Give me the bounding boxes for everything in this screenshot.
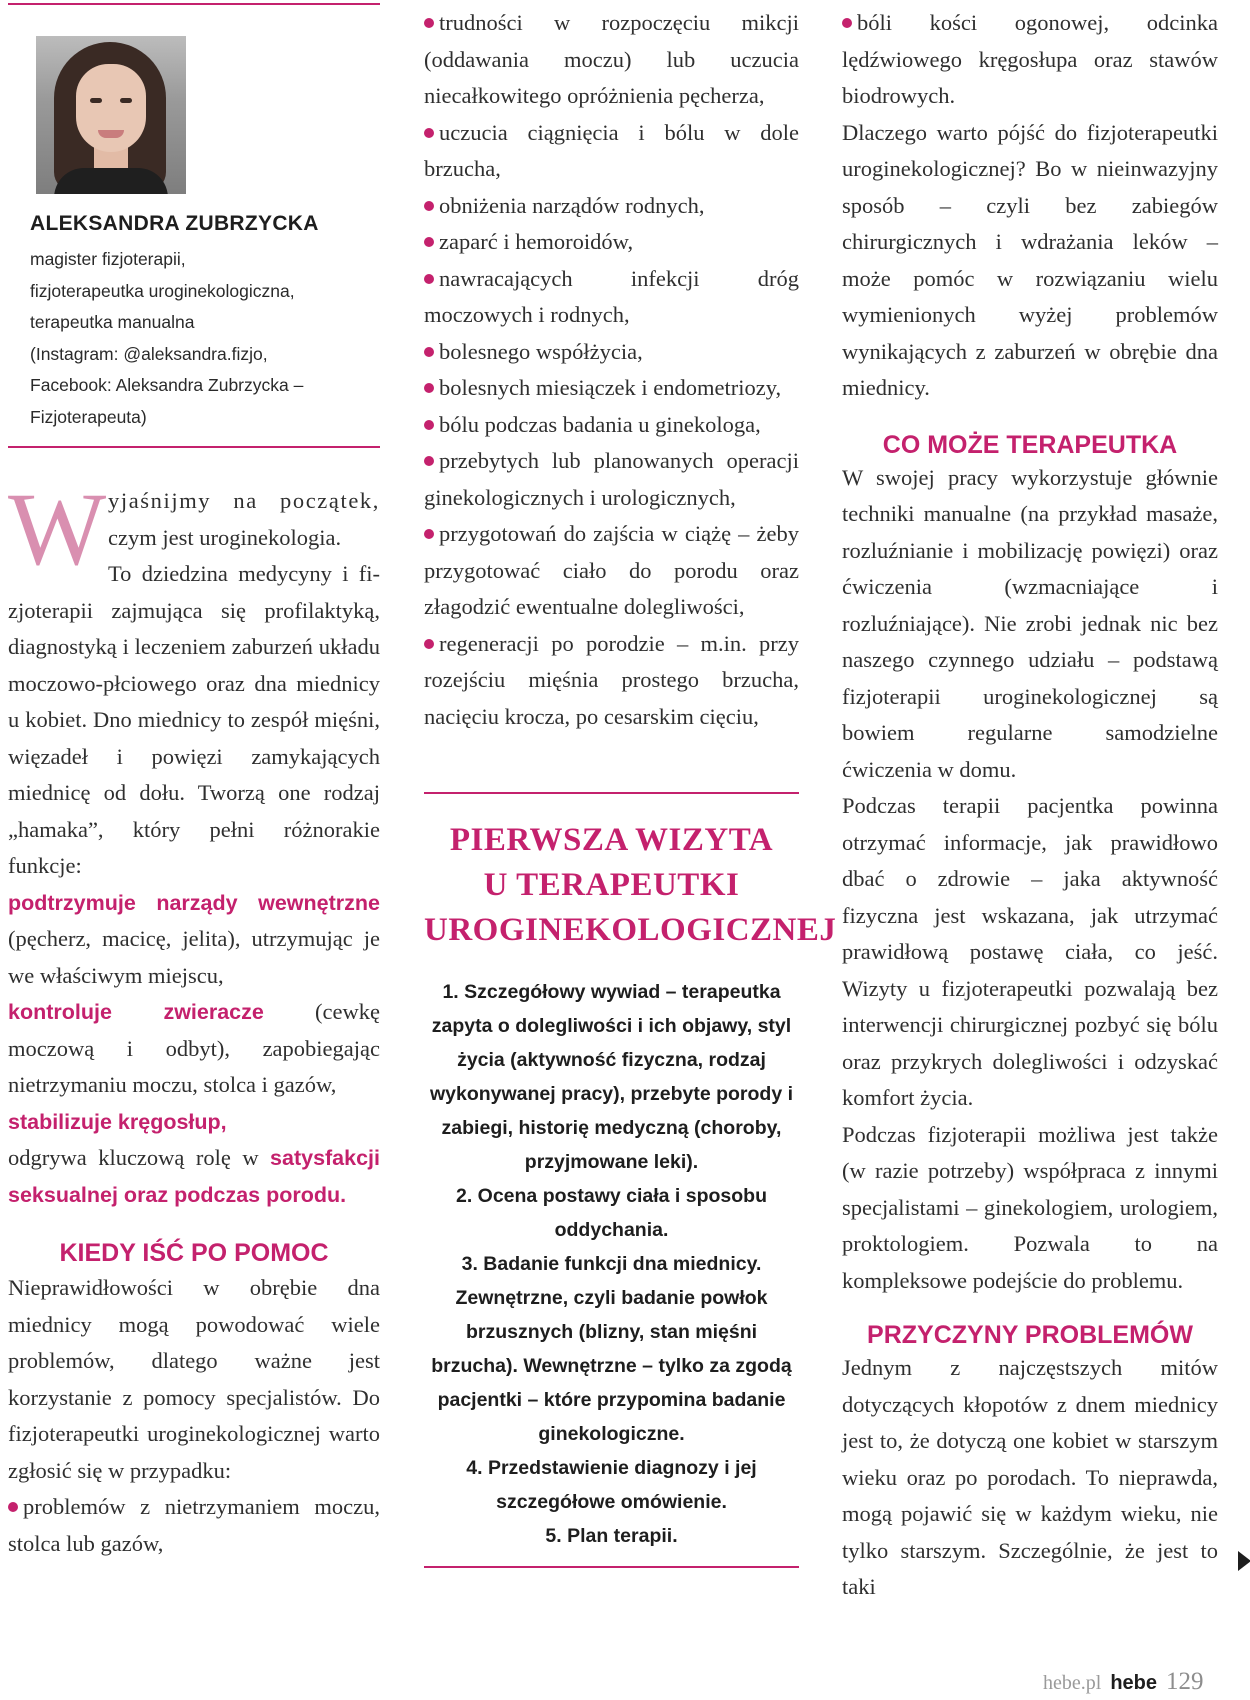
heading-wizyta-1: PIERWSZA WIZYTA bbox=[449, 822, 774, 858]
bullet-item: przebytych lub planowanych operacji ginekologicznych i urologicznych, bbox=[424, 443, 799, 516]
author-photo bbox=[36, 36, 186, 194]
function-1-text: (pęcherz, macicę, jelita), utrzymując je we właściwym miejscu, bbox=[8, 926, 380, 988]
kiedy-text: Nieprawidłowości w obrębie dna miednicy mogą powodować wiele problemów, dlatego ważne jest korzystanie z pomocy specjalistów. Do fizjoterapeutki uroginekologicznej warto zgłosić się w przypadku: bbox=[8, 1275, 380, 1483]
first-visit-box bbox=[424, 818, 837, 1553]
bullet-item: trudności w rozpoczęciu mikcji (oddawania moczu) lub uczucia niecałkowitego opróżnienia pęcherza, bbox=[424, 5, 799, 115]
author-bio-line: fizjoterapeutka uroginekologiczna, bbox=[30, 280, 295, 301]
bullet-item: bolesnych miesiączek i endometriozy, bbox=[424, 370, 799, 407]
heading-wizyta-3: UROGINEKOLOGICZNEJ bbox=[424, 912, 837, 948]
heading-co-moze: CO MOŻE TERAPEUTKA bbox=[882, 430, 1178, 459]
symptom-list bbox=[424, 5, 799, 735]
top-rule bbox=[8, 3, 380, 5]
function-3 bbox=[8, 1104, 380, 1141]
intro-line-1: yjaśnijmy na początek, bbox=[108, 488, 380, 513]
author-bio-line: Facebook: Aleksandra Zubrzycka – bbox=[30, 375, 304, 395]
drop-cap: W bbox=[8, 472, 107, 587]
bullet-item: uczucia ciągnięcia i bólu w dole brzucha, bbox=[424, 115, 799, 188]
intro-line-2: czym jest uroginekologia. bbox=[108, 524, 342, 550]
function-2-text: (cewkę moczową i odbyt), zapobiegając nietrzymaniu moczu, stolca i gazów, bbox=[8, 999, 380, 1097]
function-1 bbox=[8, 885, 380, 995]
heading-przyczyny: PRZYCZYNY PROBLEMÓW bbox=[867, 1321, 1193, 1349]
bullet-item: nawracających infekcji dróg moczowych i rodnych, bbox=[424, 261, 799, 334]
visit-step: 3. Badanie funkcji dna miednicy. Zewnętrzne, czyli badanie powłok brzusznych (blizny, stan mięśni brzucha). Wewnętrzne – tylko za zgodą pacjentki – które przypomina badanie ginekologiczne. bbox=[431, 1253, 792, 1445]
footer-site: hebe.pl bbox=[1043, 1672, 1102, 1694]
bullet-item: obniżenia narządów rodnych, bbox=[424, 188, 799, 225]
visit-step: 2. Ocena postawy ciała i sposobu oddychania. bbox=[455, 1185, 768, 1241]
function-4 bbox=[8, 1140, 380, 1213]
bullet-item: zaparć i hemoroidów, bbox=[424, 224, 799, 261]
function-1-bold: podtrzymuje narządy wewnętrzne bbox=[8, 890, 380, 915]
box-rule-bottom bbox=[424, 1566, 799, 1568]
visit-step: 1. Szczegółowy wywiad – terapeutka zapyta o dolegliwości i ich objawy, styl życia (aktywność fizyczna, rodzaj wykonywanej pracy), przebyte porody i zabiegi, historię medyczną (choroby, przyjmowane leki). bbox=[429, 981, 794, 1173]
right-content bbox=[842, 5, 1218, 1606]
visit-step: 4. Przedstawienie diagnozy i jej szczegółowe omówienie. bbox=[466, 1457, 757, 1513]
bullet-item: bólu podczas badania u ginekologa, bbox=[424, 407, 799, 444]
intro-body: zjoterapii zajmująca się profilaktyką, diagnostyką i leczeniem zaburzeń układu moczowo-płciowego oraz dna miednicy u kobiet. Dno miednicy to zespół mięśni, więzadeł i powięzi zamykających miednicę od dołu. Tworzą one rodzaj „hamaka”, który pełni różnorakie funkcje: bbox=[8, 597, 380, 878]
bullet-item: bolesnego współżycia, bbox=[424, 334, 799, 371]
function-4-text: odgrywa kluczową rolę w bbox=[8, 1145, 259, 1170]
function-2-bold: kontroluje zwieracze bbox=[8, 1000, 264, 1024]
intro-section bbox=[8, 483, 380, 1562]
heading-kiedy: KIEDY IŚĆ PO POMOC bbox=[59, 1239, 329, 1267]
bullet-item: problemów z nietrzymaniem moczu, stolca lub gazów, bbox=[8, 1489, 380, 1562]
page-footer bbox=[1043, 1668, 1204, 1696]
author-bio-line: terapeutka manualna bbox=[30, 312, 195, 332]
why-paragraph: Dlaczego warto pójść do fizjoterapeutki uroginekologicznej? Bo w nieinwazyjny sposób – czyli bez zabiegów chirurgicznych i wdrażania leków – może pomóc w rozwiązaniu wielu wymienionych wyżej problemów wynikających z zaburzeń w obrębie dna miednicy. bbox=[842, 119, 1218, 400]
footer-brand-logo: hebe bbox=[1110, 1672, 1157, 1694]
visit-step: 5. Plan terapii. bbox=[545, 1525, 678, 1547]
intro-line-3: To dziedzina medycyny i fi- bbox=[108, 561, 380, 586]
bullet-item: regeneracji po porodzie – m.in. przy rozejściu mięśnia prostego brzucha, nacięciu krocza, po cesarskim cięciu, bbox=[424, 626, 799, 736]
author-name: ALEKSANDRA ZUBRZYCKA bbox=[30, 212, 319, 235]
function-4-bold: satysfakcji seksualnej oraz podczas porodu. bbox=[8, 1146, 380, 1207]
function-3-bold: stabilizuje kręgosłup, bbox=[8, 1109, 227, 1134]
author-bio bbox=[30, 244, 375, 433]
author-bio-line: magister fizjoterapii, bbox=[30, 249, 186, 269]
page-number: 129 bbox=[1166, 1668, 1204, 1695]
therapist-paragraph-2: Podczas terapii pacjentka powinna otrzymać informacje, jak prawidłowo dbać o zdrowie – jaka aktywność fizyczna jest wskazana, jak utrzymać prawidłową postawę ciała, co jeść. Wizyty u fizjoterapeutki pozwalają bez interwencji chirurgicznej pozbyć się bólu oraz przykrych dolegliwości i odzyskać komfort życia. bbox=[842, 793, 1218, 1110]
continue-arrow-icon bbox=[1238, 1551, 1250, 1571]
heading-wizyta-2: U TERAPEUTKI bbox=[483, 867, 740, 903]
therapist-paragraph-3: Podczas fizjoterapii możliwa jest także (w razie potrzeby) współpraca z innymi specjalistami – ginekologiem, urologiem, proktologiem. Pozwala to na kompleksowe podejście do problemu. bbox=[842, 1121, 1218, 1293]
author-bio-line: Fizjoterapeuta) bbox=[30, 406, 147, 427]
box-rule-top bbox=[424, 792, 799, 794]
bullet-item: przygotowań do zajścia w ciążę – żeby przygotować ciało do porodu oraz złagodzić ewentualne dolegliwości, bbox=[424, 516, 799, 626]
therapist-paragraph-1: W swojej pracy wykorzystuje głównie techniki manualne (na przykład masaże, rozluźnianie i mobilizację powięzi) oraz ćwiczenia (wzmacniające i rozluźniające). Nie zrobi jednak nic bez naszego czynnego udziału – podstawą fizjoterapii uroginekologicznej są bowiem regularne samodzielne ćwiczenia w domu. bbox=[842, 464, 1218, 782]
bullet-item: bóli kości ogonowej, odcinka lędźwiowego kręgosłupa oraz stawów biodrowych. bbox=[842, 5, 1218, 115]
author-bio-line: (Instagram: @aleksandra.fizjo, bbox=[30, 343, 268, 364]
author-rule bbox=[8, 446, 380, 448]
function-2 bbox=[8, 994, 380, 1104]
causes-paragraph: Jednym z najczęstszych mitów dotyczących kłopotów z dnem miednicy jest to, że dotyczą one kobiet w starszym wieku oraz po porodach. To nieprawda, mogą pojawić się w każdym wieku, nie tylko starszym. Szczególnie, że jest to taki bbox=[842, 1355, 1218, 1599]
